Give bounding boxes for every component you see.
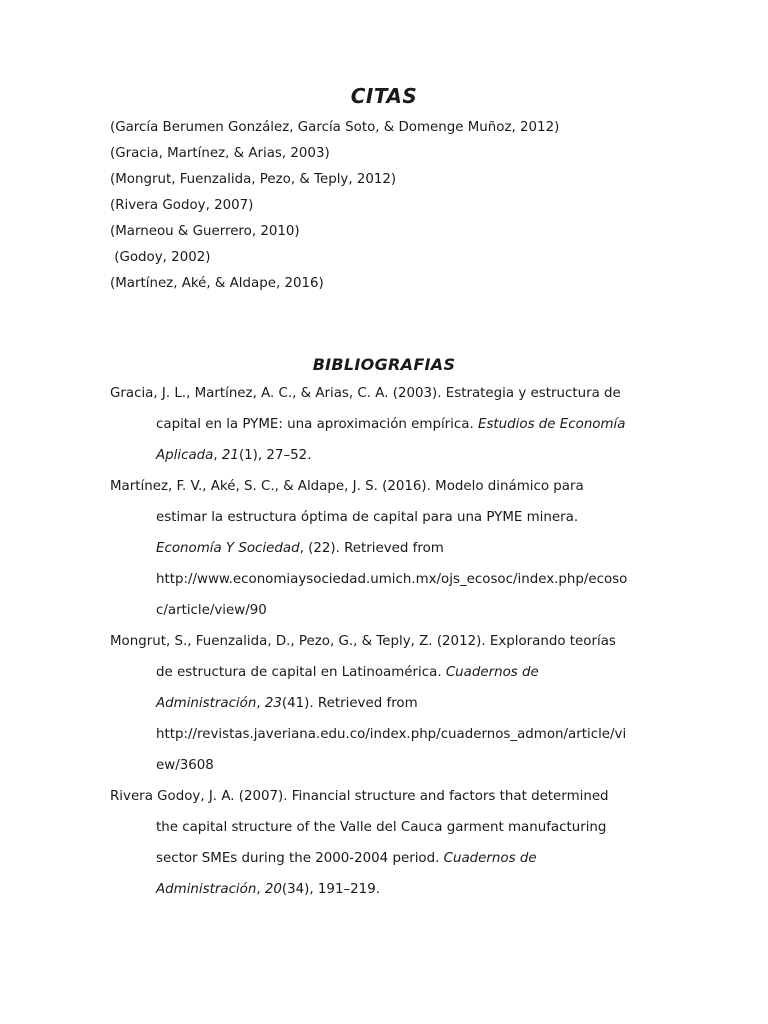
reference-text: ,: [256, 696, 265, 711]
cita-item: (Godoy, 2002): [110, 250, 211, 265]
reference-text: (1), 27–52.: [238, 448, 312, 463]
journal-title: Estudios de Economía: [477, 417, 626, 432]
reference-line: Gracia, J. L., Martínez, A. C., & Arias, C. A. (2003). Estrategia y estructura de: [110, 386, 621, 401]
reference-text: (34), 191–219.: [281, 882, 380, 897]
journal-title: Aplicada: [156, 448, 214, 463]
reference-url[interactable]: c/article/view/90: [156, 603, 267, 618]
reference-line: the capital structure of the Valle del Cauca garment manufacturing: [156, 820, 607, 835]
reference-url[interactable]: ew/3608: [156, 758, 214, 773]
reference-line: [110, 874, 670, 905]
reference-entry-martinez: [110, 471, 670, 626]
reference-text: , (22). Retrieved from: [299, 541, 444, 556]
journal-volume: 20: [264, 882, 282, 897]
journal-title: Economía Y Sociedad: [156, 541, 300, 556]
reference-line: [110, 409, 670, 440]
bibliografias-heading: BIBLIOGRAFIAS: [312, 355, 456, 374]
reference-entry-rivera-godoy: [110, 781, 670, 905]
cita-item: (Mongrut, Fuenzalida, Pezo, & Teply, 2012): [110, 172, 397, 187]
reference-line: Martínez, F. V., Aké, S. C., & Aldape, J. S. (2016). Modelo dinámico para: [110, 479, 584, 494]
reference-line: Rivera Godoy, J. A. (2007). Financial structure and factors that determined: [110, 789, 609, 804]
journal-title: Administración: [156, 696, 257, 711]
citas-heading: CITAS: [350, 84, 418, 108]
reference-text: de estructura de capital en Latinoamérica.: [156, 665, 446, 680]
citas-list: [110, 115, 559, 297]
cita-item: (Marneou & Guerrero, 2010): [110, 224, 300, 239]
reference-list: [110, 378, 670, 905]
cita-item: (Gracia, Martínez, & Arias, 2003): [110, 146, 330, 161]
reference-url[interactable]: http://revistas.javeriana.edu.co/index.php/cuadernos_admon/article/vi: [156, 727, 627, 742]
cita-item: (García Berumen González, García Soto, & Domenge Muñoz, 2012): [110, 120, 560, 135]
reference-url[interactable]: http://www.economiaysociedad.umich.mx/ojs_ecosoc/index.php/ecoso: [156, 572, 628, 587]
reference-text: ,: [213, 448, 222, 463]
reference-text: capital en la PYME: una aproximación empírica.: [156, 417, 478, 432]
journal-title: Administración: [156, 882, 257, 897]
journal-title: Cuadernos de: [445, 665, 539, 680]
reference-entry-gracia: [110, 378, 670, 471]
reference-line: estimar la estructura óptima de capital para una PYME minera.: [156, 510, 579, 525]
reference-line: [110, 843, 670, 874]
cita-item: (Martínez, Aké, & Aldape, 2016): [110, 276, 324, 291]
reference-line: [110, 657, 670, 688]
reference-line: [110, 688, 670, 719]
journal-volume: 23: [264, 696, 282, 711]
reference-text: sector SMEs during the 2000-2004 period.: [156, 851, 444, 866]
journal-volume: 21: [221, 448, 239, 463]
reference-line: [110, 533, 670, 564]
cita-item: (Rivera Godoy, 2007): [110, 198, 254, 213]
reference-entry-mongrut: [110, 626, 670, 781]
reference-line: Mongrut, S., Fuenzalida, D., Pezo, G., & Teply, Z. (2012). Explorando teorías: [110, 634, 616, 649]
reference-line: [110, 440, 670, 471]
journal-title: Cuadernos de: [443, 851, 537, 866]
reference-text: (41). Retrieved from: [281, 696, 418, 711]
reference-text: ,: [256, 882, 265, 897]
